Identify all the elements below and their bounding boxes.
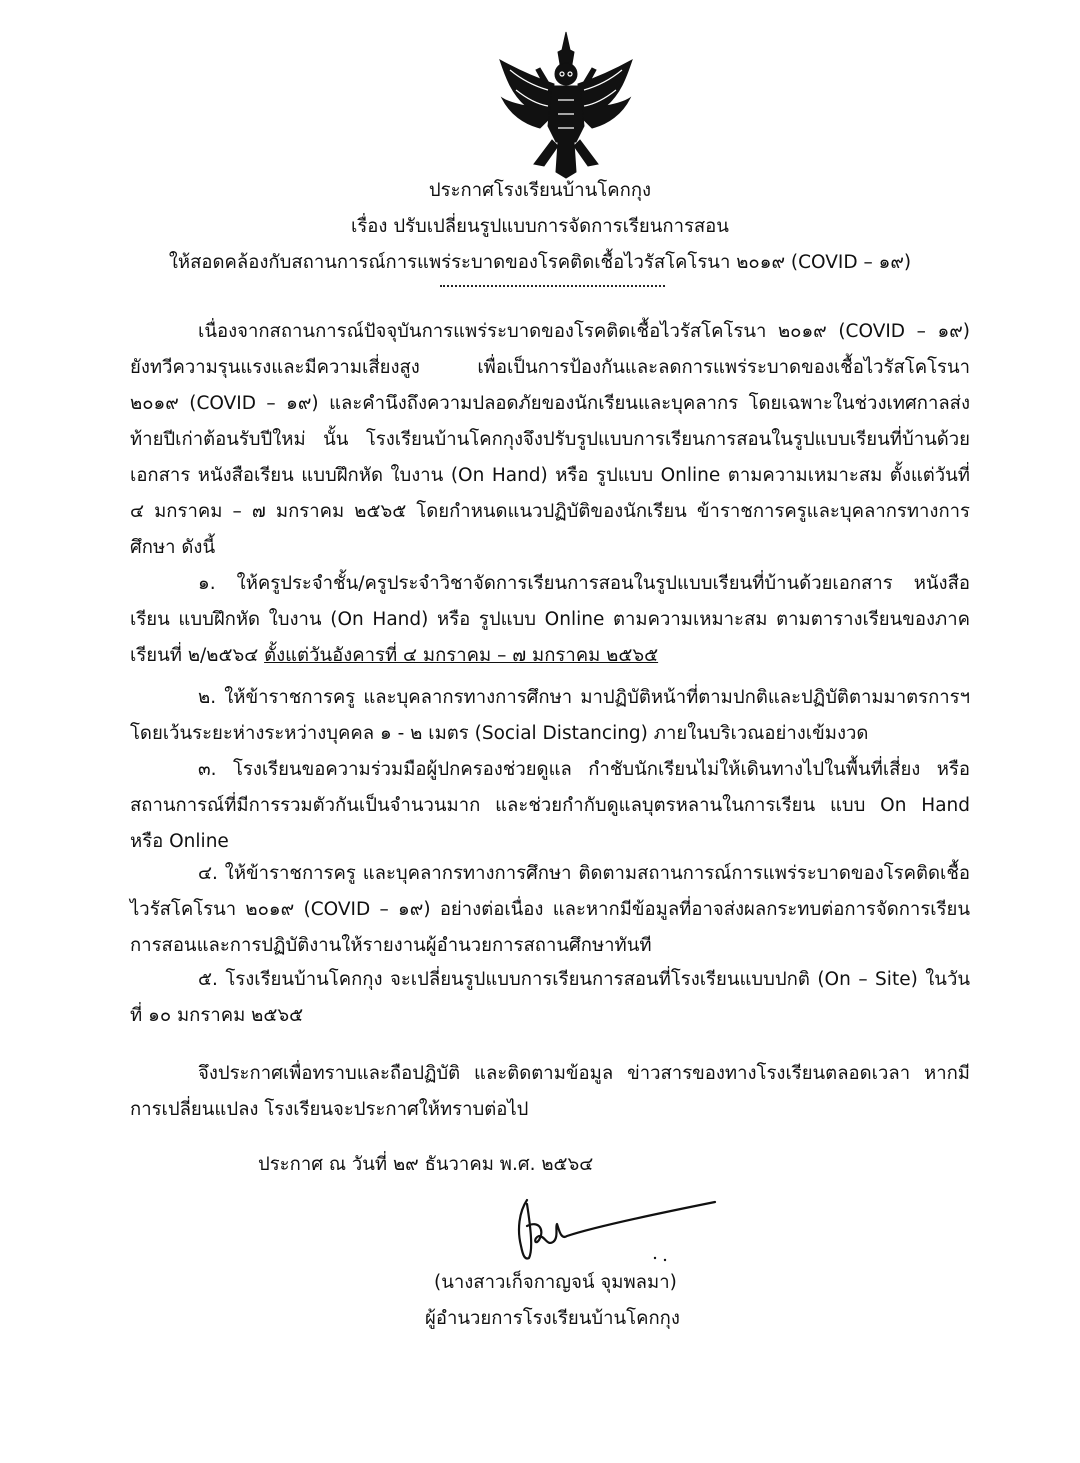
signatory-name: (นางสาวเก็จกาญจน์ จุมพลมา) — [434, 1272, 677, 1293]
item-2: ๒. ให้ข้าราชการครู และบุคลากรทางการศึกษา มาปฏิบัติหน้าที่ตามปกติและปฏิบัติตามมาตรการฯ โดยเว้นระยะห่างระหว่างบุคคล ๑ - ๒ เมตร (Social Distancing) ภายในบริเวณอย่างเข้มงวด — [130, 687, 970, 744]
item-1-date-range: ตั้งแต่วันอังคารที่ ๔ มกราคม – ๗ มกราคม ๒๕๖๕ — [264, 645, 659, 666]
announcement-date: ประกาศ ณ วันที่ ๒๙ ธันวาคม พ.ศ. ๒๕๖๔ — [258, 1154, 594, 1175]
item-3: ๓. โรงเรียนขอความร่วมมือผู้ปกครองช่วยดูแล กำชับนักเรียนไม่ให้เดินทางไปในพื้นที่เสี่ยง หรือสถานการณ์ที่มีการรวมตัวกันเป็นจำนวนมาก และช่วยกำกับดูแลบุตรหลานในการเรียน แบบ On Hand หรือ Online — [130, 759, 970, 852]
dotted-separator — [440, 283, 665, 287]
garuda-emblem-icon — [496, 30, 636, 180]
intro-paragraph: เนื่องจากสถานการณ์ปัจจุบันการแพร่ระบาดของโรคติดเชื้อไวรัสโคโรนา ๒๐๑๙ (COVID – ๑๙) ยังทวีความรุนแรงและมีความเสี่ยงสูง เพื่อเป็นการป้องกันและลดการแพร่ระบาดของเชื้อไวรัสโคโรนา ๒๐๑๙ (COVID – ๑๙) และคำนึงถึงความปลอดภัยของนักเรียนและบุคลากร โดยเฉพาะในช่วงเทศกาลส่งท้ายปีเก่าต้อนรับปีใหม่ นั้น โรงเรียนบ้านโคกกุงจึงปรับรูปแบบการเรียนการสอนในรูปแบบเรียนที่บ้านด้วยเอกสาร หนังสือเรียน แบบฝึกหัด ใบงาน (On Hand) หรือ รูปแบบ Online ตามความเหมาะสม ตั้งแต่วันที่ ๔ มกราคม – ๗ มกราคม ๒๕๖๕ โดยกำหนดแนวปฏิบัติของนักเรียน ข้าราชการครูและบุคลากรทางการศึกษา ดังนี้ — [130, 321, 970, 558]
announcement-subject-detail: ให้สอดคล้องกับสถานการณ์การแพร่ระบาดของโรคติดเชื้อไวรัสโคโรนา ๒๐๑๙ (COVID – ๑๙) — [168, 252, 912, 273]
announcement-subject: เรื่อง ปรับเปลี่ยนรูปแบบการจัดการเรียนการสอน — [351, 216, 729, 237]
signatory-position: ผู้อำนวยการโรงเรียนบ้านโคกกุง — [425, 1308, 680, 1329]
item-5: ๕. โรงเรียนบ้านโคกกุง จะเปลี่ยนรูปแบบการเรียนการสอนที่โรงเรียนแบบปกติ (On – Site) ในวันที่ ๑๐ มกราคม ๒๕๖๕ — [130, 969, 970, 1026]
announcement-title: ประกาศโรงเรียนบ้านโคกกุง — [428, 180, 652, 201]
item-4: ๔. ให้ข้าราชการครู และบุคลากรทางการศึกษา ติดตามสถานการณ์การแพร่ระบาดของโรคติดเชื้อไวรัสโคโรนา ๒๐๑๙ (COVID – ๑๙) อย่างต่อเนื่อง และหากมีข้อมูลที่อาจส่งผลกระทบต่อการจัดการเรียนการสอนและการปฏิบัติงานให้รายงานผู้อำนวยการสถานศึกษาทันที — [130, 863, 970, 956]
item-1 — [130, 566, 970, 674]
signature-image — [505, 1190, 720, 1270]
closing-paragraph: จึงประกาศเพื่อทราบและถือปฏิบัติ และติดตามข้อมูล ข่าวสารของทางโรงเรียนตลอดเวลา หากมีการเปลี่ยนแปลง โรงเรียนจะประกาศให้ทราบต่อไป — [130, 1063, 970, 1120]
item-1-text: ๑. ให้ครูประจำชั้น/ครูประจำวิชาจัดการเรียนการสอนในรูปแบบเรียนที่บ้านด้วยเอกสาร หนังสือเรียน แบบฝึกหัด ใบงาน (On Hand) หรือ รูปแบบ Online ตามความเหมาะสม ตามตารางเรียนของภาคเรียนที่ ๒/๒๕๖๔ — [130, 573, 970, 666]
